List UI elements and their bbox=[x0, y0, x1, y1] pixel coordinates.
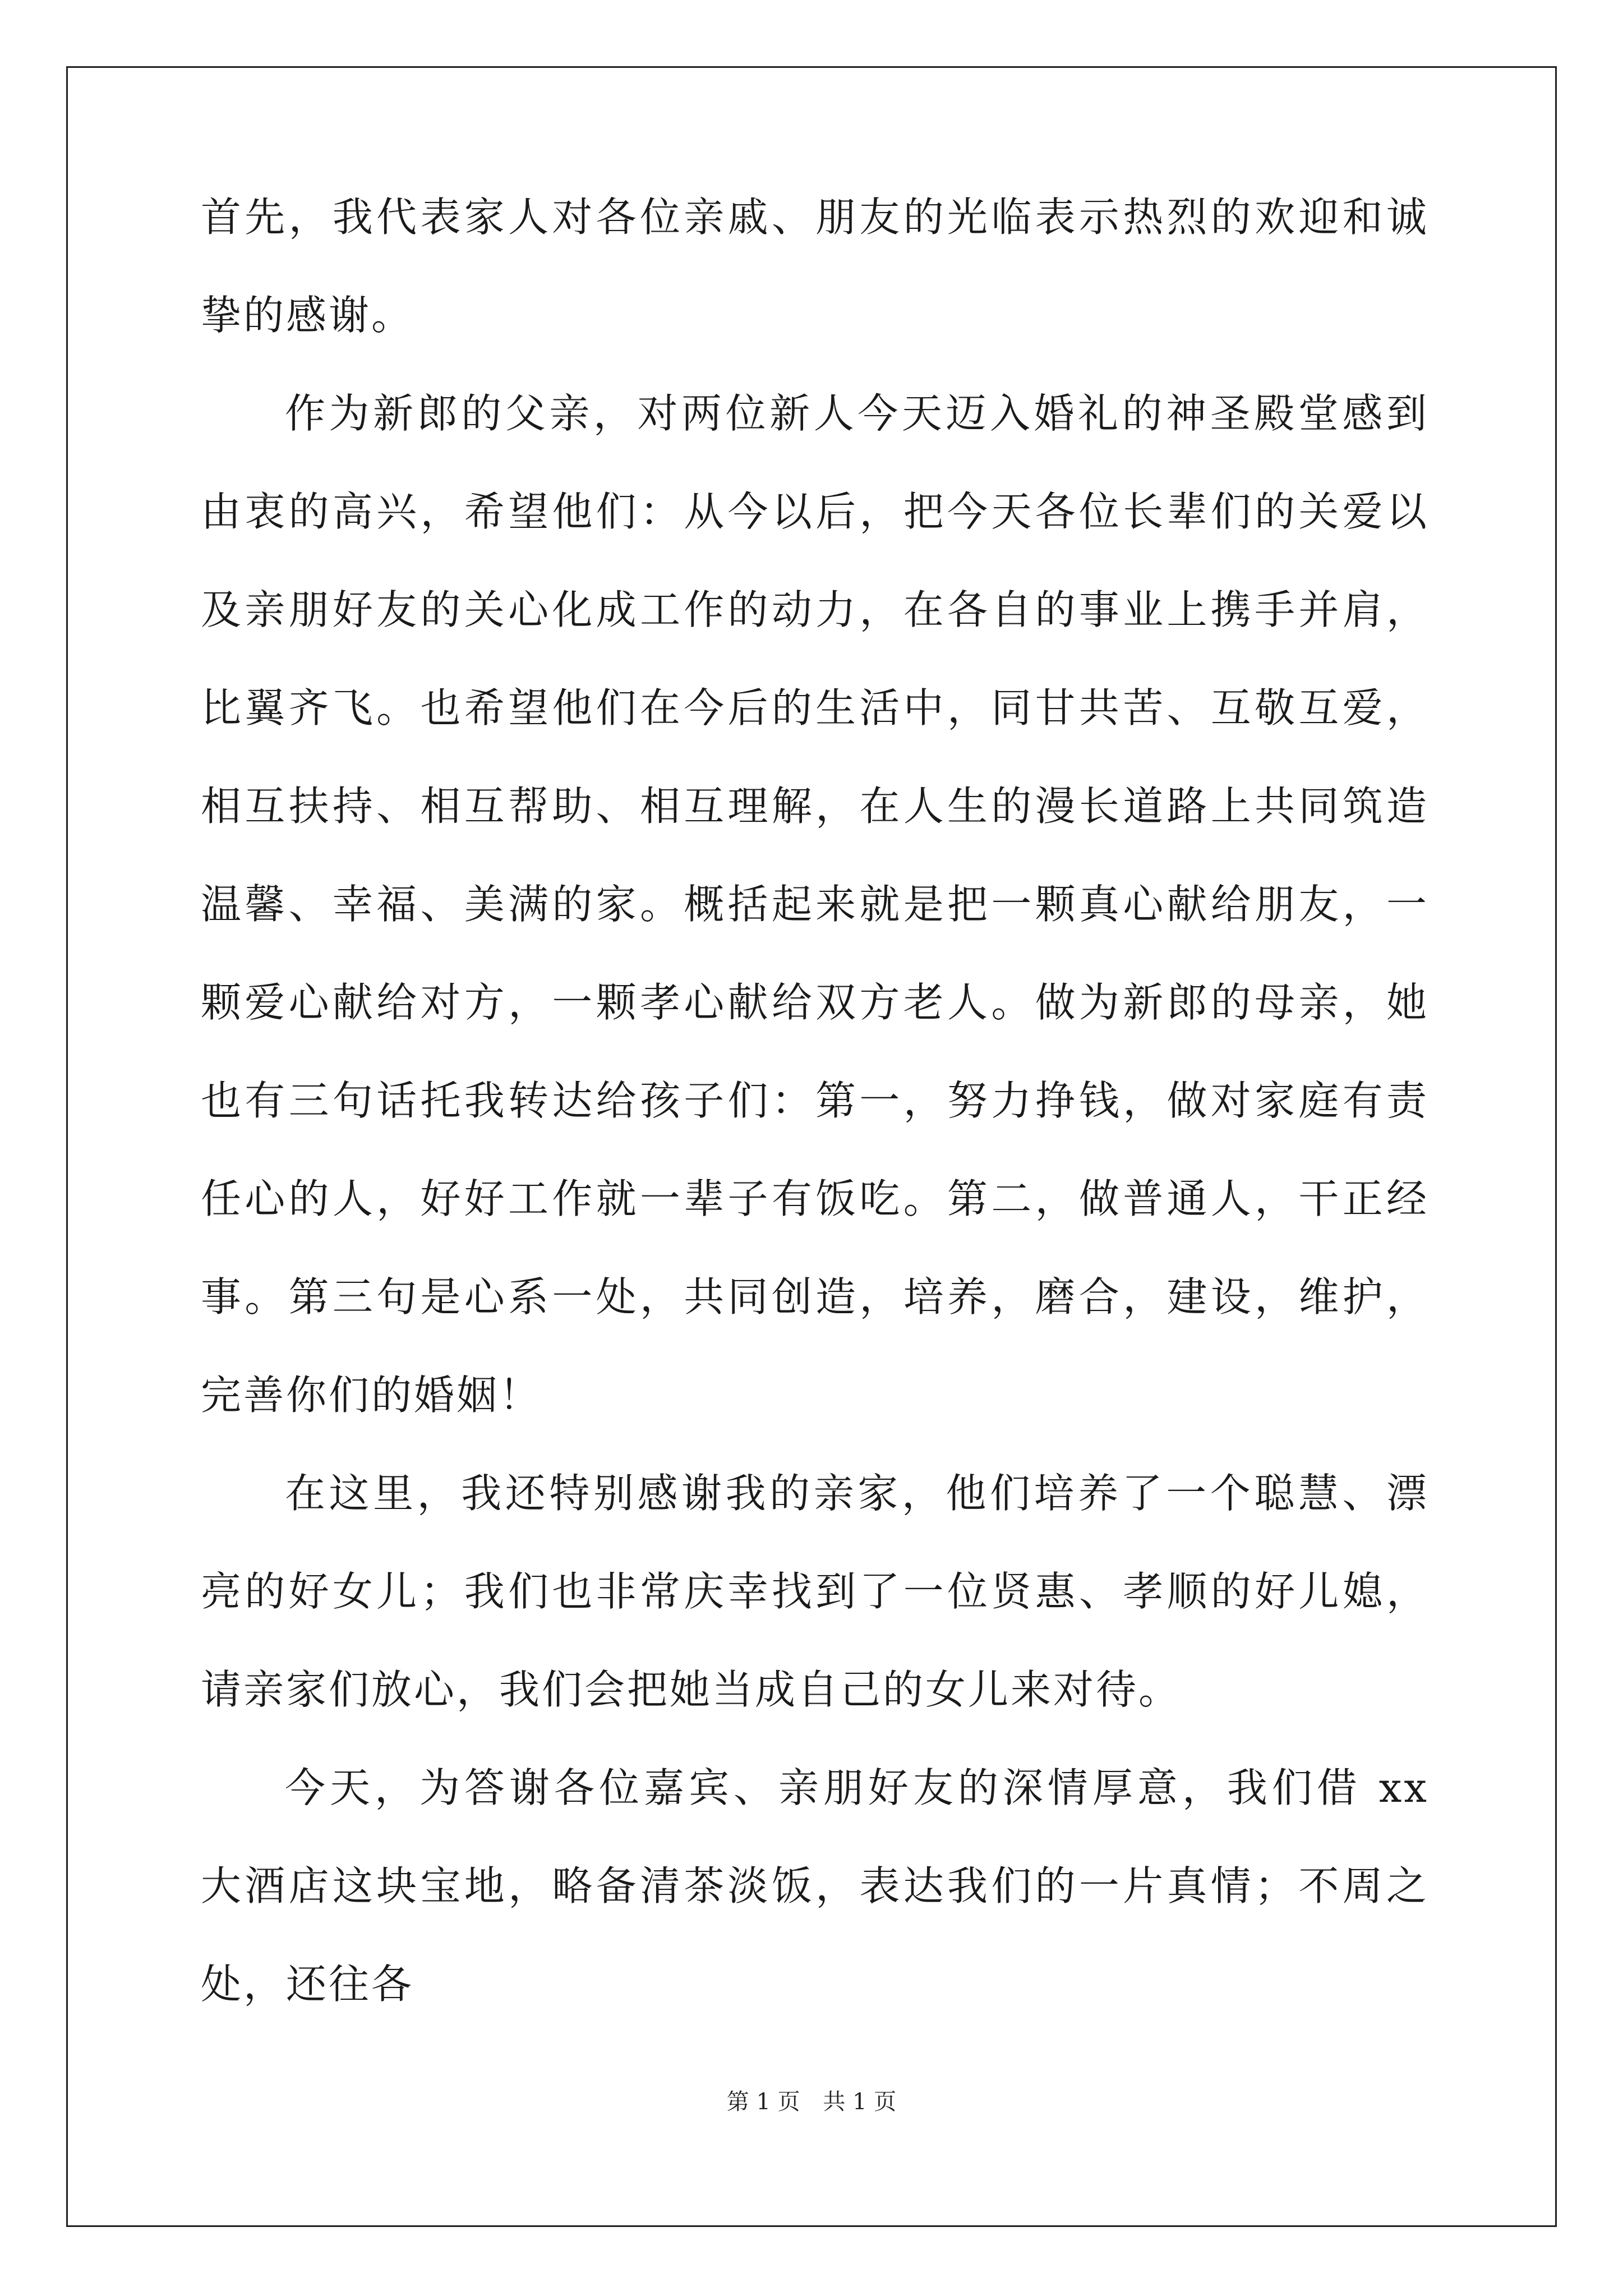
page-total: 共 1 页 bbox=[823, 2089, 897, 2115]
paragraph-greeting: 首先，我代表家人对各位亲戚、朋友的光临表示热烈的欢迎和诚挚的感谢。 bbox=[201, 194, 1429, 339]
page-footer bbox=[0, 2084, 1623, 2116]
paragraph-thanks-in-laws: 在这里，我还特别感谢我的亲家，他们培养了一个聪慧、漂亮的好女儿；我们也非常庆幸找到了一位贤惠、孝顺的好儿媳，请亲家们放心，我们会把她当成自己的女儿来对待。 bbox=[201, 1470, 1429, 1713]
document-body bbox=[201, 168, 1429, 2033]
page-number: 第 1 页 bbox=[726, 2089, 800, 2115]
paragraph-father-wishes: 作为新郎的父亲，对两位新人今天迈入婚礼的神圣殿堂感到由衷的高兴，希望他们：从今以后，把今天各位长辈们的关爱以及亲朋好友的关心化成工作的动力，在各自的事业上携手并肩，比翼齐飞。也希望他们在今后的生活中，同甘共苦、互敬互爱，相互扶持、相互帮助、相互理解，在人生的漫长道路上共同筑造温馨、幸福、美满的家。概括起来就是把一颗真心献给朋友，一颗爱心献给对方，一颗孝心献给双方老人。做为新郎的母亲，她也有三句话托我转达给孩子们：第一，努力挣钱，做对家庭有责任心的人，好好工作就一辈子有饭吃。第二，做普通人，干正经事。第三句是心系一处，共同创造，培养，磨合，建设，维护，完善你们的婚姻！ bbox=[201, 390, 1429, 1419]
paragraph-banquet: 今天，为答谢各位嘉宾、亲朋好友的深情厚意，我们借 xx 大酒店这块宝地，略备清茶淡饭，表达我们的一片真情；不周之处，还往各 bbox=[201, 1764, 1429, 2008]
